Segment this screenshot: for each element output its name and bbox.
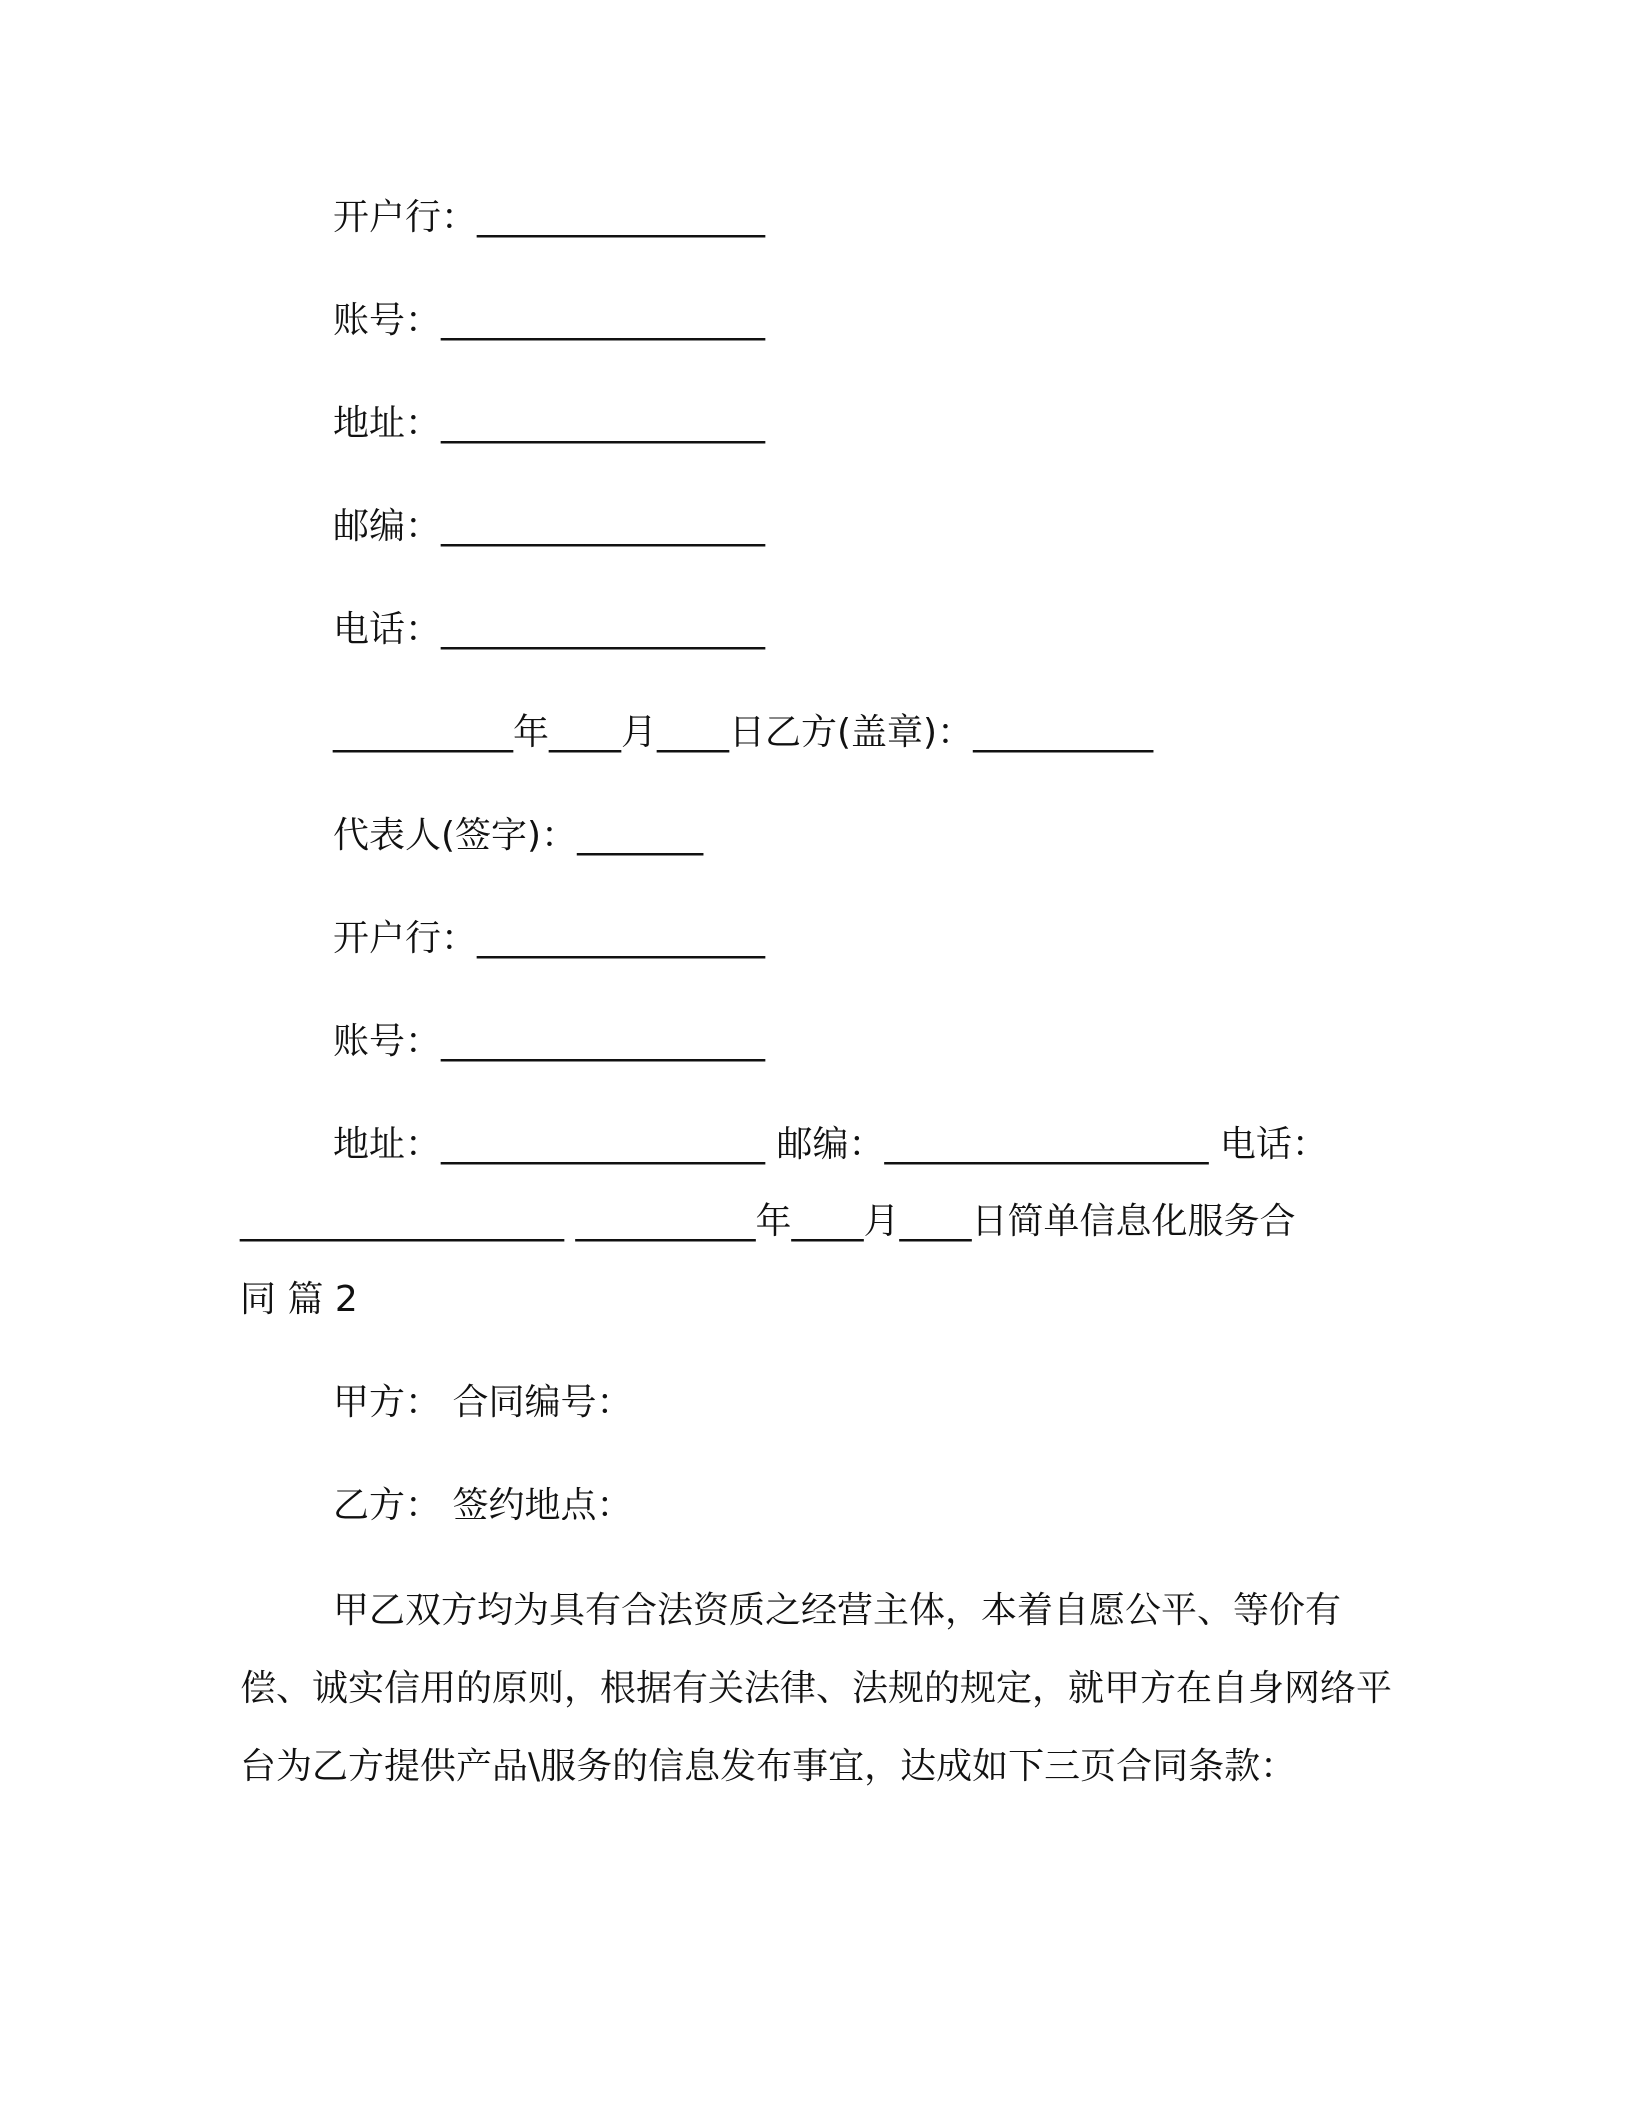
account-line-1: 账号：__________________ xyxy=(333,300,766,341)
address-line-1: 地址：__________________ xyxy=(333,403,766,444)
date-party-b-seal-line: __________年____月____日乙方(盖章)：__________ xyxy=(333,712,1154,753)
account-line-2: 账号：__________________ xyxy=(333,1021,766,1062)
phone-line-1: 电话：__________________ xyxy=(333,609,766,650)
representative-signature-line: 代表人(签字)：_______ xyxy=(333,815,704,856)
agreement-intro-paragraph: 甲乙双方均为具有合法资质之经营主体，本着自愿公平、等价有偿、诚实信用的原则，根据有关法律、法规的规定，就甲方在自身网络平台为乙方提供产品\服务的信息发布事宜，达成如下三页合同条款： xyxy=(240,1590,1393,1787)
party-a-contract-number-line: 甲方： 合同编号： xyxy=(333,1382,633,1423)
bank-line-1: 开户行：________________ xyxy=(333,197,766,238)
address-postcode-phone-line: 地址：__________________ 邮编：__________________ 电话： xyxy=(333,1124,1328,1165)
section-title: 同 篇 2 xyxy=(240,1279,358,1320)
postcode-line-1: 邮编：__________________ xyxy=(333,506,766,547)
party-b-signing-place-line: 乙方： 签约地点： xyxy=(333,1485,633,1526)
date-title-line: __________________ __________年____月____日简单信息化服务合 xyxy=(240,1201,1296,1242)
bank-line-2: 开户行：________________ xyxy=(333,918,766,959)
